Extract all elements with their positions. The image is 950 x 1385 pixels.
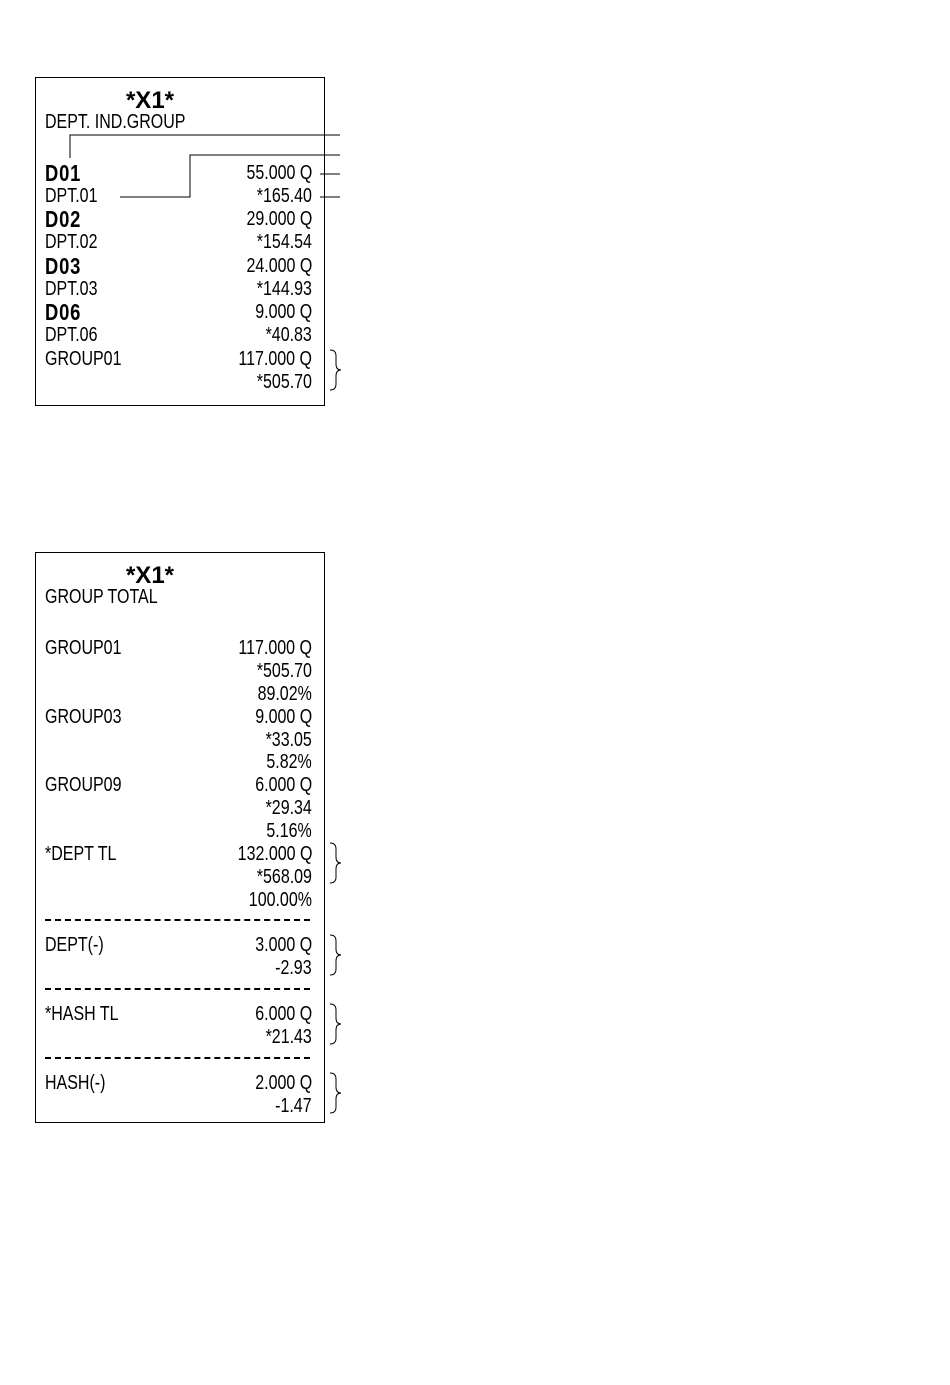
bracket bbox=[330, 935, 341, 975]
receipt-line: *505.70 bbox=[256, 660, 312, 682]
leader-line bbox=[120, 155, 340, 197]
receipt-line: D03 24.000 Q bbox=[45, 253, 312, 279]
dashed-separator bbox=[45, 919, 310, 921]
receipt-line: *33.05 bbox=[265, 729, 312, 751]
receipt-line: DPT.03 *144.93 bbox=[45, 278, 312, 300]
receipt-line: DPT.01 *165.40 bbox=[45, 185, 312, 207]
receipt-line: HASH(-) 2.000 Q bbox=[45, 1072, 312, 1094]
receipt-heading: DEPT. IND.GROUP bbox=[45, 111, 186, 133]
receipt-line: DEPT(-) 3.000 Q bbox=[45, 934, 312, 956]
bracket bbox=[330, 350, 341, 390]
receipt-line: 5.82% bbox=[266, 751, 312, 773]
receipt-heading: GROUP TOTAL bbox=[45, 586, 158, 608]
bracket bbox=[330, 843, 341, 883]
receipt-line: D01 55.000 Q bbox=[45, 160, 312, 186]
receipt-line: -2.93 bbox=[275, 957, 312, 979]
bracket bbox=[330, 1004, 341, 1044]
receipt-line: *21.43 bbox=[265, 1026, 312, 1048]
receipt-line: *DEPT TL 132.000 Q bbox=[45, 843, 312, 865]
receipt-group-total bbox=[35, 552, 325, 1123]
receipt-line: 100.00% bbox=[248, 889, 312, 911]
receipt-line: 89.02% bbox=[257, 683, 312, 705]
receipt-line: DPT.02 *154.54 bbox=[45, 231, 312, 253]
receipt-line: -1.47 bbox=[275, 1095, 312, 1117]
receipt-line: D06 9.000 Q bbox=[45, 299, 312, 325]
receipt-line: DPT.06 *40.83 bbox=[45, 324, 312, 346]
receipt-line: 5.16% bbox=[266, 820, 312, 842]
receipt-line: *29.34 bbox=[265, 797, 312, 819]
receipt-line: *HASH TL 6.000 Q bbox=[45, 1003, 312, 1025]
receipt-line: GROUP01 117.000 Q bbox=[45, 348, 312, 370]
receipt-title: *X1* bbox=[125, 87, 175, 114]
receipt-line: D02 29.000 Q bbox=[45, 206, 312, 232]
bracket bbox=[330, 1073, 341, 1113]
receipt-line: GROUP09 6.000 Q bbox=[45, 774, 312, 796]
dashed-separator bbox=[45, 1057, 310, 1059]
dashed-separator bbox=[45, 988, 310, 990]
receipt-line: GROUP01 117.000 Q bbox=[45, 637, 312, 659]
receipt-line: *505.70 bbox=[256, 371, 312, 393]
receipt-line: GROUP03 9.000 Q bbox=[45, 706, 312, 728]
receipt-title: *X1* bbox=[125, 562, 175, 589]
receipt-line: *568.09 bbox=[256, 866, 312, 888]
